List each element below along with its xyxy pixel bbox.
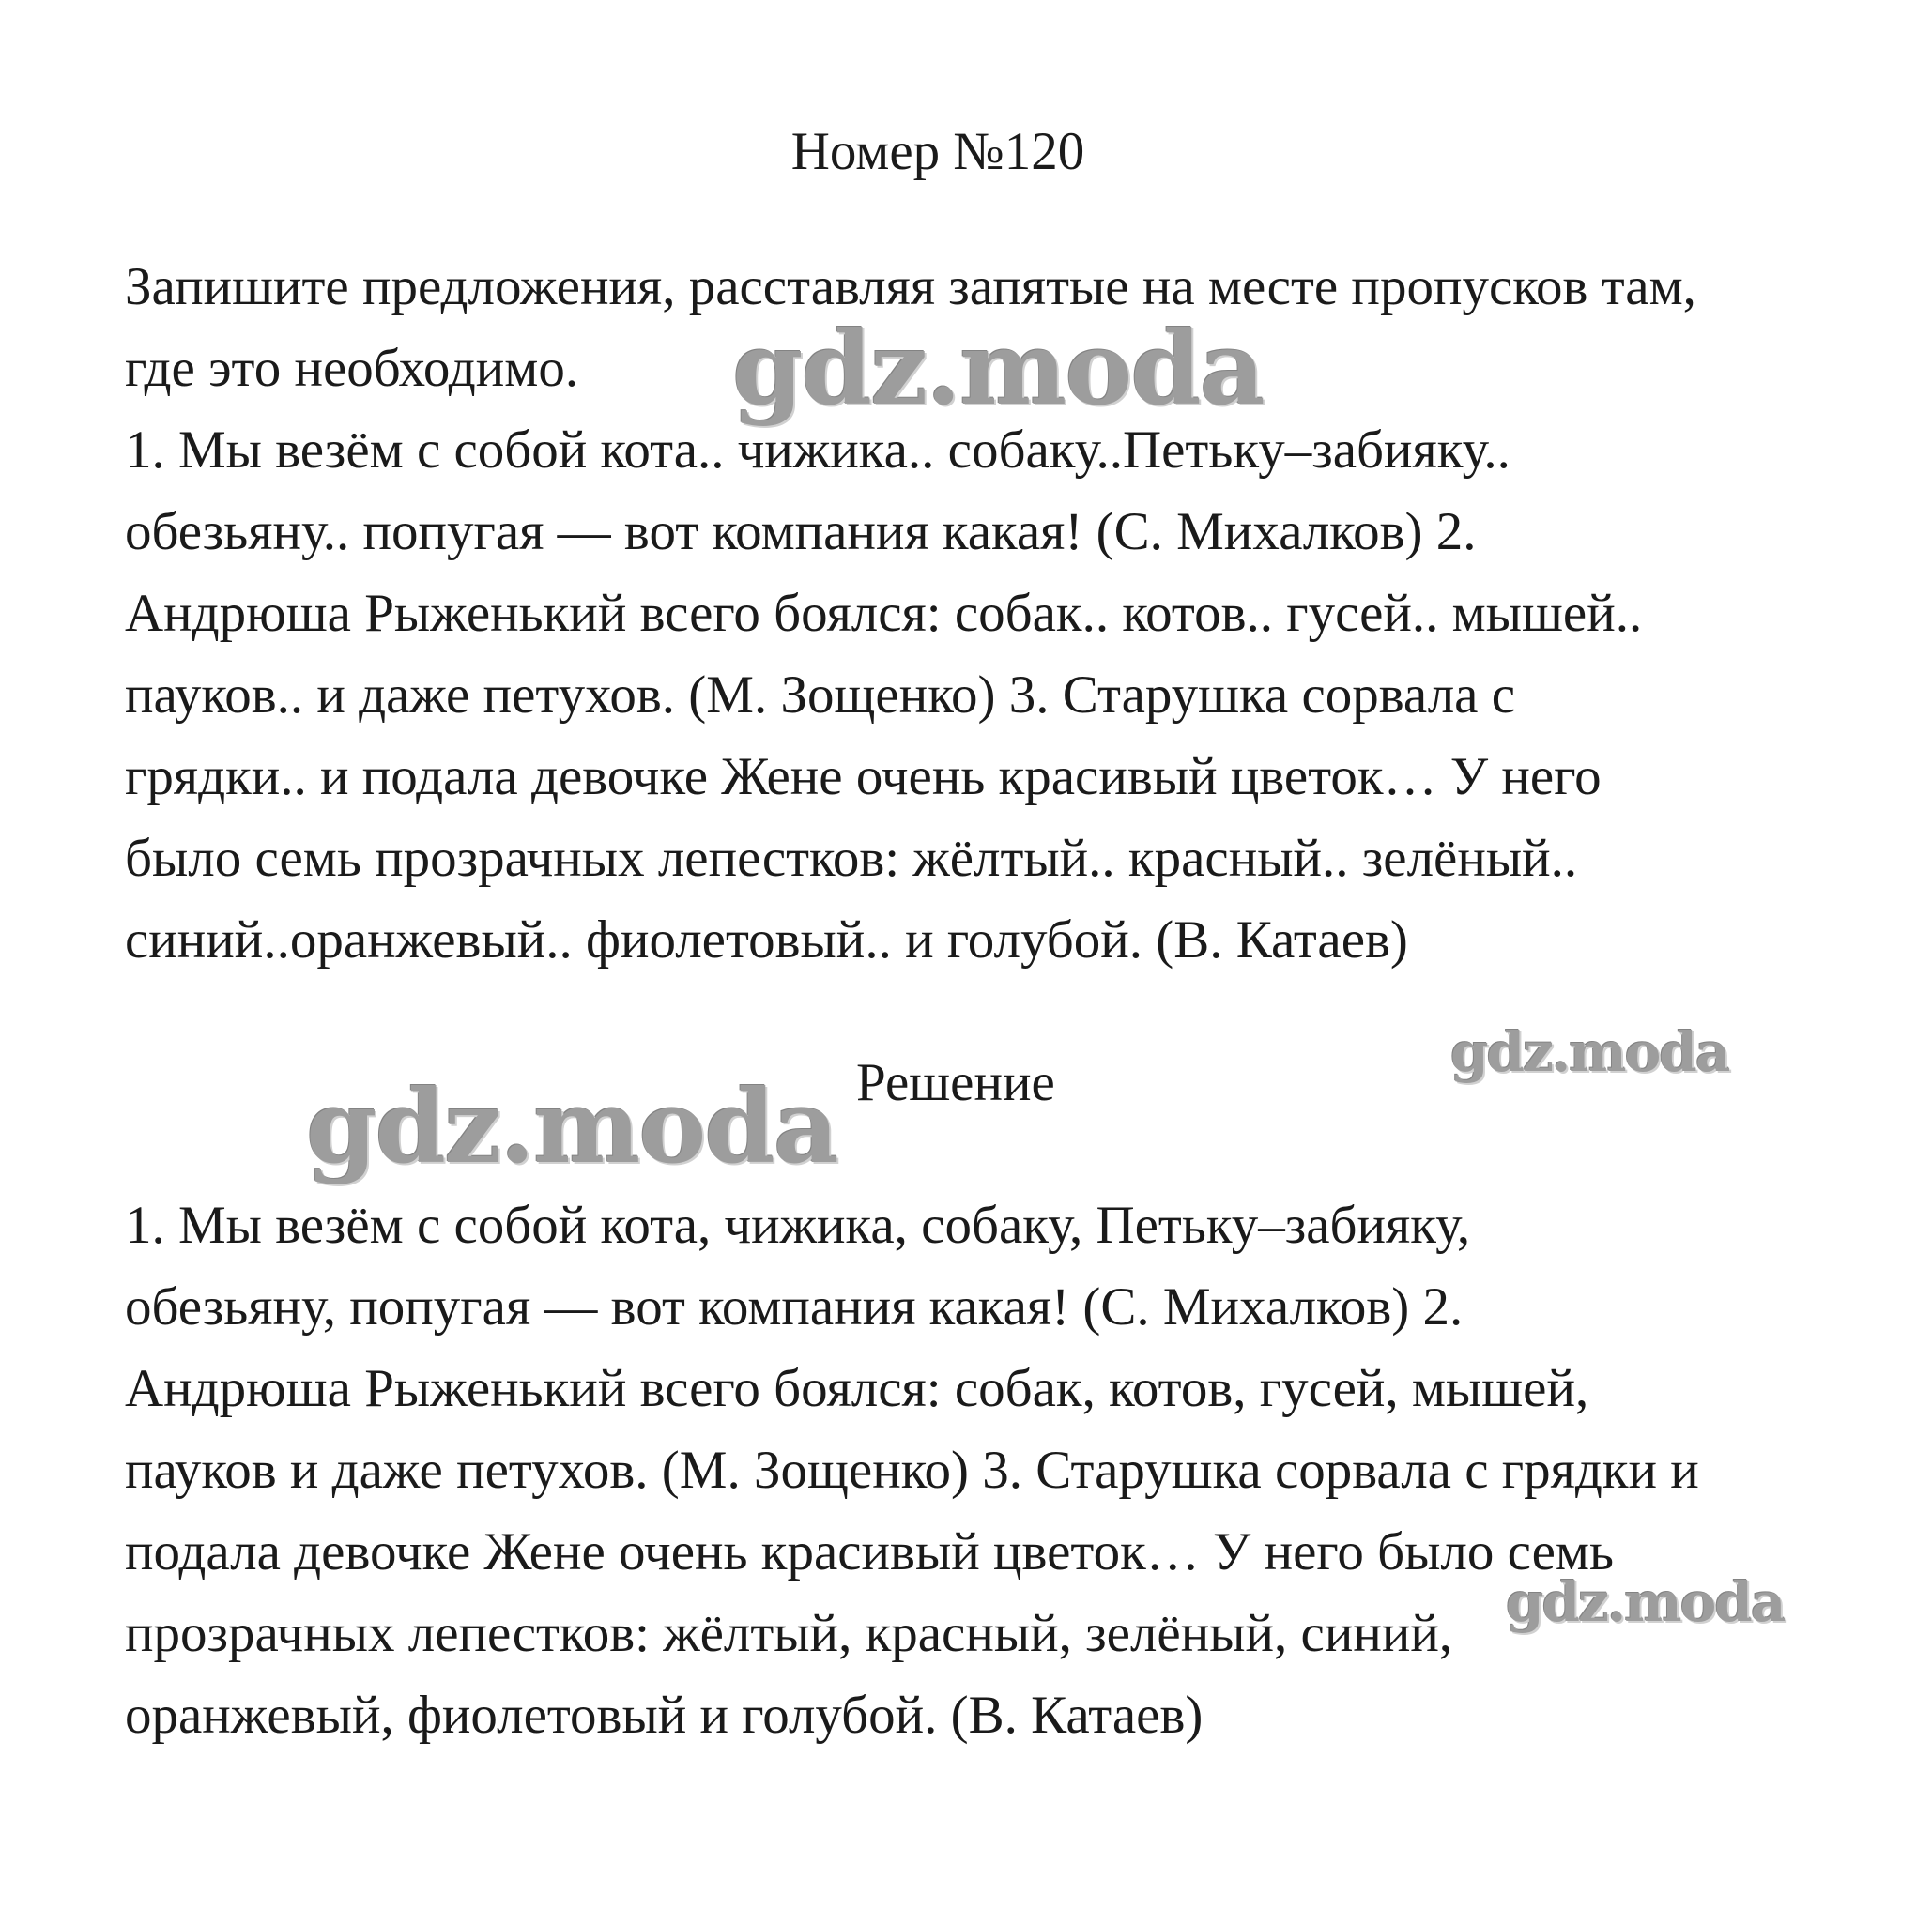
task-line: Андрюша Рыженький всего боялся: собак.. котов.. гусей.. мышей.. [125,584,1643,643]
task-line: где это необходимо. [125,339,579,398]
task-line: обезьяну.. попугая — вот компания какая! (С. Михалков) 2. [125,502,1477,561]
solution-text [125,1184,1843,1756]
task-line: 1. Мы везём с собой кота.. чижика.. собаку..Петьку–забияку.. [125,420,1510,480]
solution-line: прозрачных лепестков: жёлтый, красный, зелёный, синий, [125,1604,1453,1663]
task-line: грядки.. и подала девочке Жене очень красивый цветок… У него [125,747,1602,806]
solution-line: подала девочке Жене очень красивый цветок… У него было семь [125,1522,1614,1581]
task-line: Запишите предложения, расставляя запятые на месте пропусков там, [125,257,1696,316]
solution-heading: Решение [856,1053,1055,1112]
solution-line: 1. Мы везём с собой кота, чижика, собаку, Петьку–забияку, [125,1196,1471,1255]
solution-line: Андрюша Рыженький всего боялся: собак, котов, гусей, мышей, [125,1359,1589,1418]
solution-line: оранжевый, фиолетовый и голубой. (В. Катаев) [125,1686,1204,1745]
task-line: было семь прозрачных лепестков: жёлтый.. красный.. зелёный.. [125,829,1578,888]
watermark: gdz.moda [306,1068,837,1186]
watermark: gdz.moda [732,310,1264,428]
page-title [0,118,1932,186]
solution-line: пауков и даже петухов. (М. Зощенко) 3. Старушка сорвала с грядки и [125,1441,1699,1500]
task-line: синий..оранжевый.. фиолетовый.. и голубой. (В. Катаев) [125,910,1408,970]
watermark: gdz.moda [1450,1020,1729,1084]
solution-line: обезьяну, попугая — вот компания какая! (С. Михалков) 2. [125,1277,1464,1337]
task-line: пауков.. и даже петухов. (М. Зощенко) 3. Старушка сорвала с [125,665,1515,725]
exercise-number: Номер №120 [790,122,1085,181]
watermark: gdz.moda [1506,1570,1785,1634]
